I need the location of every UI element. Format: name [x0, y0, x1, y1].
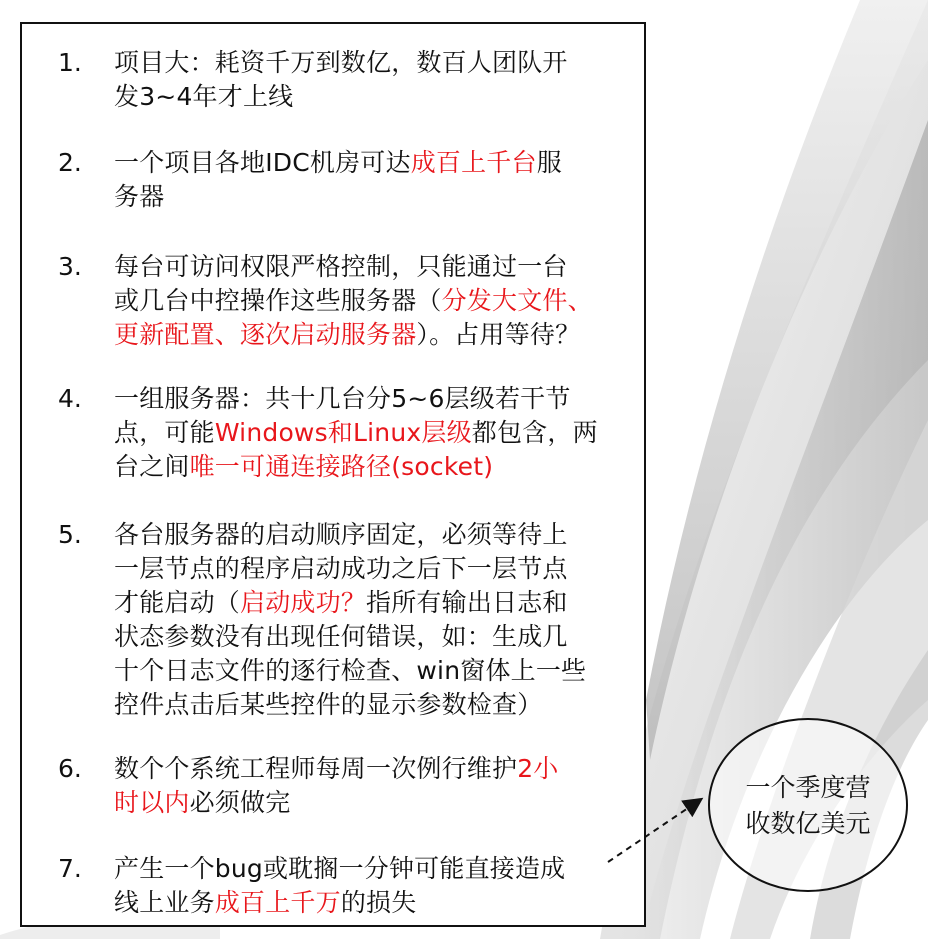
- list-item-number: 2.: [58, 148, 82, 177]
- callout-line-2: 收数亿美元: [745, 809, 871, 838]
- list-item-line: [114, 852, 634, 886]
- list-item-line: [114, 620, 634, 654]
- body-text: 必须做完: [189, 788, 291, 817]
- body-text: 状态参数没有出现任何错误，如：生成几: [114, 622, 568, 651]
- highlight-text: 时以内: [114, 788, 190, 817]
- highlight-text: 2小: [517, 754, 559, 783]
- list-item-text: [114, 752, 634, 820]
- highlight-text: 启动成功？: [240, 588, 367, 617]
- callout-line-1: 一个季度营: [745, 773, 871, 802]
- list-item-text: [114, 382, 634, 484]
- list-item-number: 7.: [58, 854, 82, 883]
- body-text: 服: [536, 148, 562, 177]
- body-text: 十个日志文件的逐行检查、win窗体上一些: [114, 656, 587, 685]
- body-text: 每台可访问权限严格控制，只能通过一台: [114, 252, 568, 281]
- body-text: 控件点击后某些控件的显示参数检查）: [114, 690, 543, 719]
- highlight-text: 成百上千台: [410, 148, 537, 177]
- body-text: 线上业务: [114, 888, 215, 917]
- list-item-line: [114, 382, 634, 416]
- list-item-line: [114, 586, 634, 620]
- list-item-text: [114, 852, 634, 920]
- body-text: 才能启动（: [114, 588, 241, 617]
- list-item-text: [114, 146, 634, 214]
- list-item-line: [114, 518, 634, 552]
- body-text: 数个个系统工程师每周一次例行维护: [114, 754, 518, 783]
- list-item-line: [114, 450, 634, 484]
- list-item-line: [114, 284, 634, 318]
- body-text: ）。占用等待？: [416, 320, 581, 349]
- body-text: 指所有输出日志和: [366, 588, 568, 617]
- list-item-line: [114, 552, 634, 586]
- list-item-line: [114, 318, 634, 352]
- list-item-number: 4.: [58, 384, 82, 413]
- list-item-text: [114, 518, 634, 722]
- body-text: 台之间: [114, 452, 190, 481]
- callout-text: [710, 770, 906, 842]
- body-text: 项目大：耗资千万到数亿，数百人团队开: [114, 48, 568, 77]
- body-text: 务器: [114, 182, 165, 211]
- body-text: 或几台中控操作这些服务器（: [114, 286, 442, 315]
- highlight-text: 更新配置、逐次启动服务器: [114, 320, 417, 349]
- list-item-line: [114, 886, 634, 920]
- list-item-number: 3.: [58, 252, 82, 281]
- list-item-text: [114, 46, 634, 114]
- highlight-text: 分发大文件、: [441, 286, 593, 315]
- list-item-line: [114, 654, 634, 688]
- list-item-number: 5.: [58, 520, 82, 549]
- list-item-line: [114, 416, 634, 450]
- body-text: 一层节点的程序启动成功之后下一层节点: [114, 554, 568, 583]
- list-item-number: 1.: [58, 48, 82, 77]
- list-item-line: [114, 146, 634, 180]
- body-text: 一组服务器：共十几台分5~6层级若干节: [114, 384, 571, 413]
- body-text: 产生一个bug或耽搁一分钟可能直接造成: [114, 854, 566, 883]
- callout-ellipse: [708, 718, 908, 892]
- list-item-line: [114, 180, 634, 214]
- list-item-line: [114, 46, 634, 80]
- list-item-text: [114, 250, 634, 352]
- list-item-line: [114, 752, 634, 786]
- list-item-number: 6.: [58, 754, 82, 783]
- list-item-line: [114, 80, 634, 114]
- list-item-line: [114, 786, 634, 820]
- body-text: 的损失: [340, 888, 417, 917]
- body-text: 点，可能: [114, 418, 215, 447]
- list-item-line: [114, 250, 634, 284]
- highlight-text: Windows和Linux层级: [214, 418, 472, 447]
- body-text: 发3~4年才上线: [114, 82, 294, 111]
- list-item-line: [114, 688, 634, 722]
- content-panel: [20, 22, 646, 927]
- body-text: 一个项目各地IDC机房可达: [114, 148, 411, 177]
- body-text: 都包含，两: [471, 418, 598, 447]
- body-text: 各台服务器的启动顺序固定，必须等待上: [114, 520, 568, 549]
- highlight-text: 成百上千万: [214, 888, 341, 917]
- highlight-text: 唯一可通连接路径(socket): [189, 452, 494, 481]
